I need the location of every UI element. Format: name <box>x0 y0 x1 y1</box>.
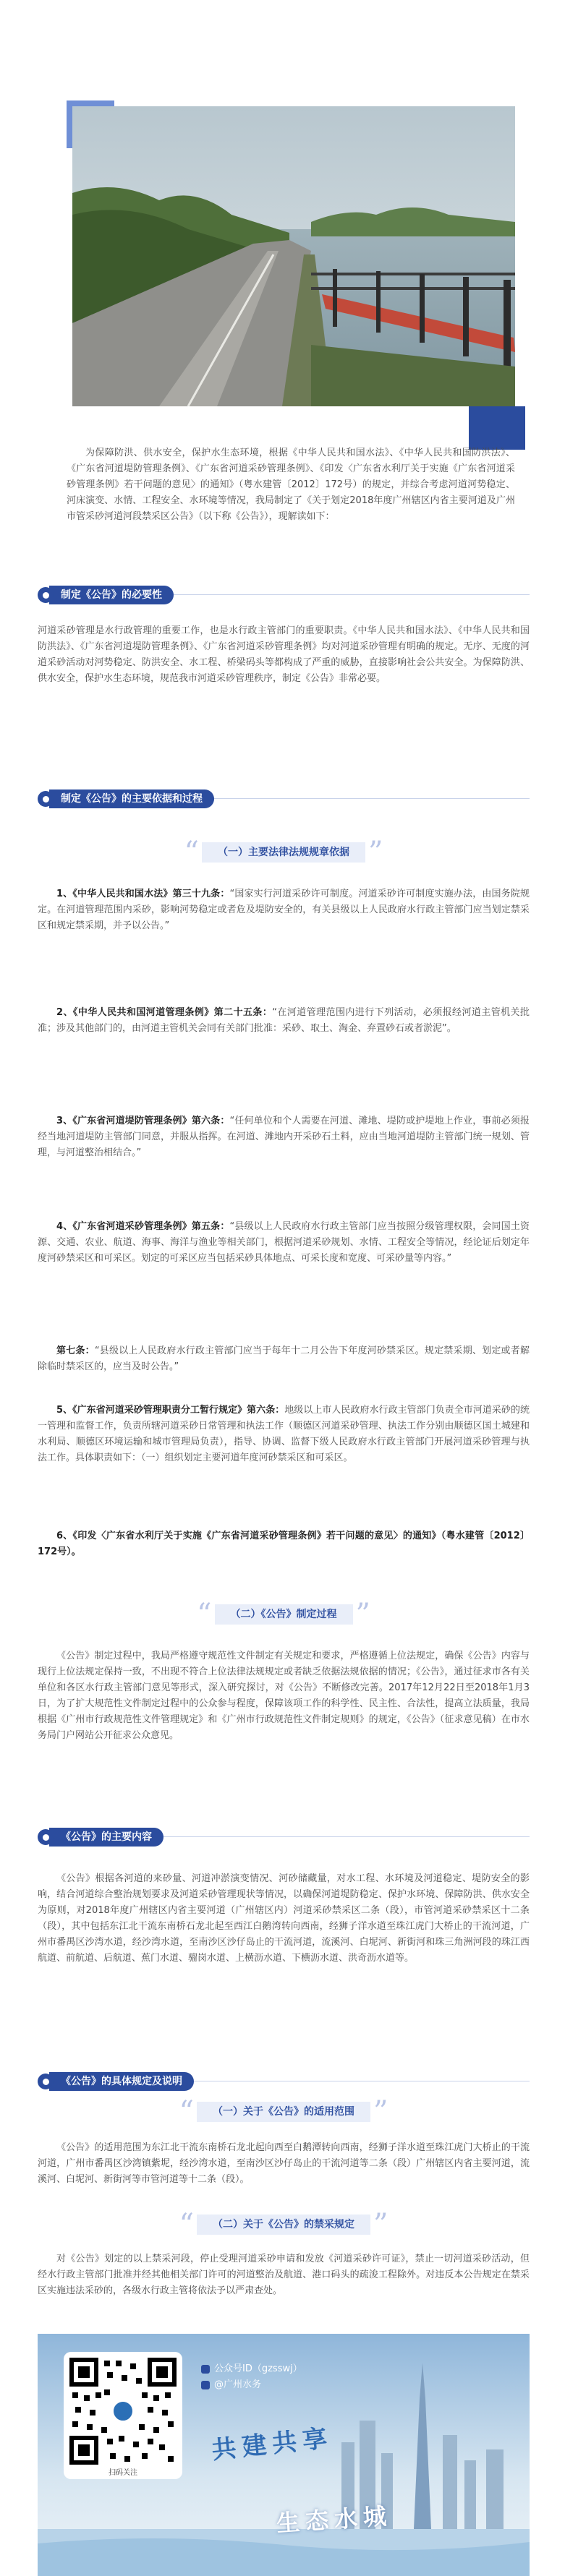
account-name-icon <box>201 2381 210 2389</box>
law-number: 4、 <box>56 1221 73 1232</box>
section-heading-main-content <box>38 1826 163 1848</box>
law-item-5 <box>38 1403 530 1466</box>
section-title: 《公告》的主要内容 <box>49 1828 163 1847</box>
subheading-ban <box>38 2212 530 2237</box>
main-content-paragraph: 《公告》根据各河道的来砂量、河道冲淤演变情况、河砂储藏量，对水工程、水环境及河道稳定、堤防安全的影响，结合河道综合整治规划要求及河道采砂管理现状等情况，以确保河道堤防稳定、保护水环境、保障防洪、供水安全为原则，对2018年度广州辖区内省主要河道（广州辖区内）河道采砂禁采区二条（段），市管河道采砂禁采区十二条（段），其中包括东江北干流东南桥石龙北起至西江白鹅湾转向西南，经狮子洋水道至珠江虎门大桥止的干流河道，广州市番禺区沙湾水道，经沙湾水道，至南沙区沙仔岛止的干流河道，流溪河、白坭河、新街河和珠三角洲河段的珠江西航道、前航道、后航道、蕉门水道、骝岗水道、上横沥水道、下横沥水道、洪奇沥水道等。 <box>38 1873 530 1964</box>
law-number: 3、 <box>56 1116 73 1126</box>
law-number: 5、 <box>56 1405 73 1416</box>
quote-open-icon: “ <box>197 1602 212 1627</box>
section-title: 制定《公告》的必要性 <box>49 586 174 604</box>
law-name: 《印发〈广东省水利厅关于实施《广东省河道采砂管理条例》若干问题的意见〉的通知》（粤水建管〔2012〕172号）。 <box>38 1531 530 1557</box>
qr-caption: 扫码关注 <box>109 2469 137 2477</box>
hero-corner-accent-bottom <box>469 406 525 450</box>
account-name: @广州水务 <box>214 2379 262 2390</box>
section-heading-necessity <box>38 584 174 606</box>
law-item-2 <box>38 1005 530 1037</box>
section-bullet-icon <box>38 1829 54 1845</box>
quote-close-icon: ” <box>373 2100 388 2124</box>
necessity-paragraph: 河道采砂管理是水行政管理的重要工作，也是水行政主管部门的重要职责。《中华人民共和国水法》、《中华人民共和国防洪法》、《广东省河道堤防管理条例》、《广东省河道采砂管理条例》均对河道采砂管理有明确的规定。无序、无度的河道采砂活动对河势稳定、防洪安全、水工程、桥梁码头等都构成了严重的威胁，直接影响社会公共安全。为保障防洪、供水安全，保护水生态环境，规范我市河道采砂管理秩序，制定《公告》非常必要。 <box>38 625 530 684</box>
account-id-icon <box>201 2365 210 2374</box>
quote-close-icon: ” <box>373 2212 388 2237</box>
law-text: 地级以上市人民政府水行政主管部门负责全市河道采砂的统一管理和监督工作，负责所辖河道采砂日常管理和执法工作（顺德区河道采砂管理、执法工作分别由顺德区国土城建和水利局、顺德区环境运输和城市管理局负责），指导、协调、监督下级人民政府水行政主管部门开展河道采砂管理与执法工作。具体职责如下：（一）组织划定主要河道年度河砂禁采区和可采区。 <box>38 1405 530 1463</box>
law-item-3 <box>38 1113 530 1161</box>
law-text: “县级以上人民政府水行政主管部门应当于每年十二月公告下年度河砂禁采区。规定禁采期、划定或者解除临时禁采区的，应当及时公告。” <box>38 1345 530 1372</box>
slogan-primary: 共建共享 <box>210 2423 334 2465</box>
quote-close-icon: ” <box>368 840 383 865</box>
quote-open-icon: “ <box>179 2100 194 2124</box>
qr-code-card[interactable] <box>64 2352 182 2479</box>
footer-banner <box>38 2334 530 2576</box>
law-name: 第七条： <box>56 1345 95 1356</box>
subheading-label: （一）主要法律法规规章依据 <box>202 842 365 863</box>
quote-open-icon: “ <box>184 840 199 865</box>
subheading-label: （二）《公告》制定过程 <box>215 1604 353 1625</box>
riverside-road-illustration <box>72 106 515 406</box>
section-heading-provisions <box>38 2071 194 2092</box>
law-name: 《广东省河道采砂管理条例》第五条： <box>72 1221 230 1232</box>
section-heading-basis <box>38 788 214 810</box>
subheading-process <box>38 1602 530 1627</box>
ban-paragraph: 对《公告》划定的以上禁采河段，停止受理河道采砂申请和发放《河道采砂许可证》，禁止一切河道采砂活动，但经水行政主管部门批准并经其他相关部门许可的河道整治及航道、港口码头的疏浚工程除外。对违反本公告规定在禁采区实施违法采砂的，各级水行政主管将依法予以严肃查处。 <box>38 2254 530 2296</box>
qr-code[interactable] <box>69 2358 177 2465</box>
law-text: “任何单位和个人需要在河道、滩地、堤防或护堤地上作业，事前必须报经当地河道堤防主管部门同意，并服从指挥。在河道、滩地内开采砂石土料，应由当地河道堤防主管部门统一规划、管理，与河道整治相结合。” <box>38 1116 530 1158</box>
section-bullet-icon <box>38 2074 54 2089</box>
quote-open-icon: “ <box>179 2212 194 2237</box>
account-id: 公众号ID（gzsswj） <box>214 2363 302 2374</box>
section-bullet-icon <box>38 587 54 603</box>
law-name: 《广东省河道采砂管理职责分工暂行规定》第六条： <box>72 1405 285 1416</box>
law-text: “在河道管理范围内进行下列活动，必须报经河道主管机关批准；涉及其他部门的，由河道主管机关会同有关部门批准：采砂、取土、淘金、弃置砂石或者淤泥”。 <box>38 1007 530 1034</box>
law-name: 《中华人民共和国河道管理条例》第二十五条： <box>72 1007 273 1018</box>
law-number: 6、 <box>56 1531 73 1541</box>
law-item-1 <box>38 886 530 934</box>
subheading-legal-basis <box>38 840 530 865</box>
law-name: 《广东省河道堤防管理条例》第六条： <box>72 1116 230 1126</box>
subheading-scope <box>38 2100 530 2124</box>
law-item-6 <box>38 1528 530 1560</box>
law-item-4 <box>38 1219 530 1267</box>
law-name: 《中华人民共和国水法》第三十九条： <box>72 889 230 899</box>
section-title: 制定《公告》的主要依据和过程 <box>49 790 214 808</box>
law-text: “县级以上人民政府水行政主管部门应当按照分级管理权限，会同国土资源、交通、农业、航道、海事、海洋与渔业等相关部门，根据河道采砂规划、水情、工程安全等情况，经论证后划定年度河砂禁采区和可采区。划定的可采区应当包括采砂具体地点、可采长度和宽度、可采砂量等内容。” <box>38 1221 530 1264</box>
law-number: 1、 <box>56 889 73 899</box>
hero-photo <box>72 106 515 406</box>
scope-paragraph: 《公告》的适用范围为东江北干流东南桥石龙北起向西至白鹅潭转向西南，经狮子洋水道至珠江虎门大桥止的干流河道，广州市番禺区沙湾镇紫坭，经沙湾水道，至南沙区沙仔岛止的干流河道等二条（段）广州辖区内省主要河道，流溪河、白坭河、新街河等市管河道等十二条（段）。 <box>38 2142 530 2185</box>
subheading-label: （二）关于《公告》的禁采规定 <box>197 2215 370 2235</box>
hero-image-frame <box>67 100 515 431</box>
law-item-4b <box>38 1343 530 1375</box>
law-text: “国家实行河道采砂许可制度。河道采砂许可制度实施办法，由国务院规定。在河道管理范围内采砂，影响河势稳定或者危及堤防安全的，有关县级以上人民政府水行政主管部门应当划定禁采区和规定禁采期，并予以公告。” <box>38 889 530 931</box>
subheading-label: （一）关于《公告》的适用范围 <box>197 2102 370 2122</box>
quote-close-icon: ” <box>355 1602 370 1627</box>
intro-paragraph: 为保障防洪、供水安全，保护水生态环境，根据《中华人民共和国水法》、《中华人民共和国防洪法》、《广东省河道堤防管理条例》、《广东省河道采砂管理条例》、《印发〈广东省水利厅关于实施《广东省河道采砂管理条例》若干问题的意见〉的通知》（粤水建管〔2012〕172号）的规定，并综合考虑河道河势稳定、河床演变、水情、工程安全、水环境等情况，我局制定了《关于划定2018年度广州辖区内省主要河道及广州市管采砂河道河段禁采区公告》（以下称《公告》），现解读如下： <box>67 448 515 522</box>
account-info <box>201 2361 302 2393</box>
process-paragraph: 《公告》制定过程中，我局严格遵守规范性文件制定有关规定和要求，严格遵循上位法规定，确保《公告》内容与现行上位法规定保持一致，不出现不符合上位法律法规规定或者缺乏依据法规依据的情况；《公告》，通过征求市各有关单位和各区水行政主管部门意见等形式，深入研究探讨，对《公告》不断修改完善。2017年12月22日至2018年1月3日，为了扩大规范性文件制定过程中的公众参与程度，保障该项工作的科学性、民主性、合法性，提高立法质量，我局根据《广州市行政规范性文件管理规定》和《广州市行政规范性文件制定规则》的规定，《公告》（征求意见稿）在市水务局门户网站公开征求公众意见。 <box>38 1651 530 1741</box>
section-bullet-icon <box>38 791 54 807</box>
slogan-secondary: 生态水城 <box>276 2502 394 2538</box>
section-title: 《公告》的具体规定及说明 <box>49 2072 194 2091</box>
law-number: 2、 <box>56 1007 73 1018</box>
account-logo-icon <box>111 2400 135 2423</box>
